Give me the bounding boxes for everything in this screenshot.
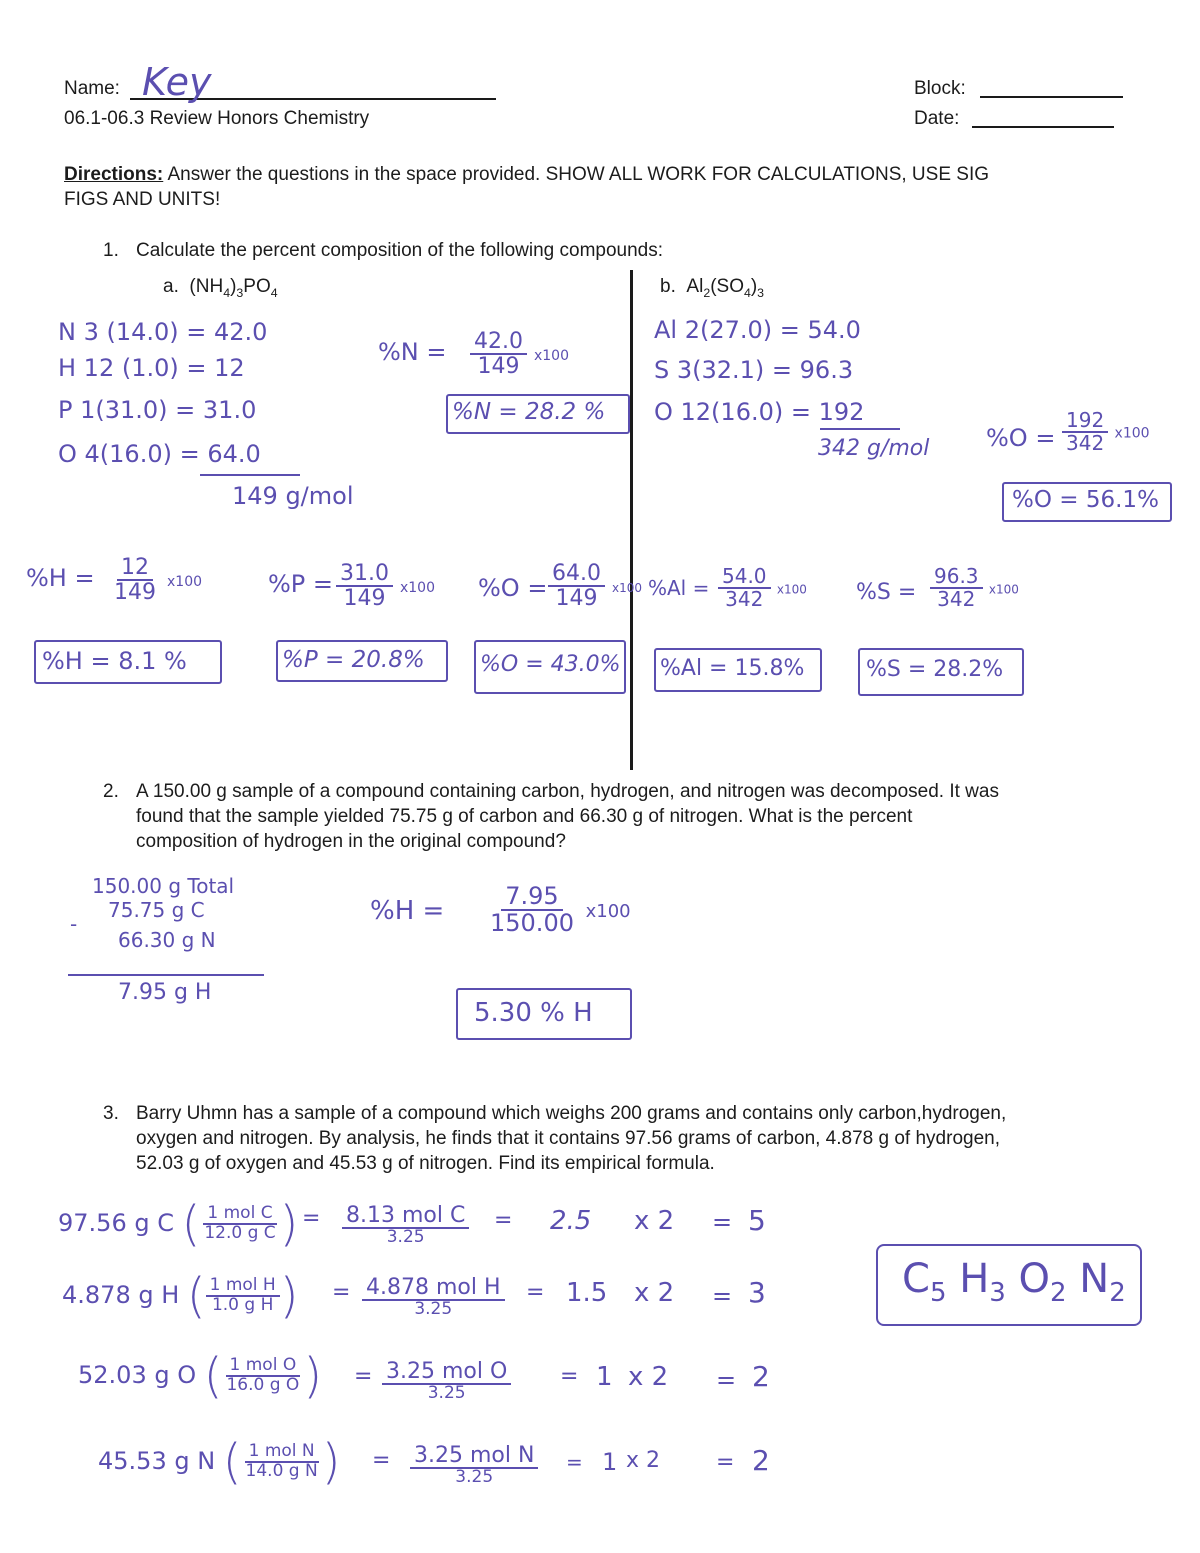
q1a-pn-num: 42.0 — [470, 330, 527, 355]
q2-text-3: composition of hydrogen in the original compound? — [136, 831, 566, 852]
q1b-po-x: x100 — [1114, 425, 1150, 442]
q3-nitrogen-eq2: = — [566, 1450, 583, 1474]
q3-answer-c-sub: 5 — [929, 1278, 947, 1308]
q3-oxygen-eq: = — [354, 1364, 373, 1389]
date-label: Date: — [914, 108, 960, 129]
q2-number: 2. — [103, 781, 119, 802]
q1a-po-answer: %O = 43.0% — [480, 652, 621, 677]
q1b-pal-answer: %Al = 15.8% — [660, 656, 805, 681]
q3-hydrogen-eq: = — [332, 1280, 351, 1305]
q1b-ps-lhs: %S = — [856, 580, 917, 605]
q3-nitrogen-div: 3.25 — [455, 1467, 494, 1488]
q1b-ps-frac — [930, 566, 1019, 610]
q1b-po-den: 342 — [1066, 431, 1105, 455]
q1a-work-o: O 4(16.0) = 64.0 — [58, 440, 261, 468]
q3-text-2: oxygen and nitrogen. By analysis, he finds that it contains 97.56 grams of carbon, 4.878 g of hydrogen, — [136, 1128, 1000, 1149]
q1a-work-n: N 3 (14.0) = 42.0 — [58, 318, 268, 346]
q1-number: 1. — [103, 240, 119, 261]
course-title: 06.1-06.3 Review Honors Chemistry — [64, 108, 370, 129]
q3-nitrogen-eq3: = — [716, 1450, 735, 1475]
q3-carbon-mult: x 2 — [634, 1206, 675, 1236]
q1a-pp-num: 31.0 — [336, 562, 393, 587]
q3-carbon-mol-frac — [342, 1204, 469, 1247]
q1b-label: b. $Al_2(SO_4)_3$ — [660, 276, 765, 300]
q3-hydrogen-mult: x 2 — [634, 1278, 675, 1308]
q1a-ph-den: 149 — [114, 580, 156, 606]
q1a-pp-den: 149 — [343, 586, 386, 612]
q3-nitrogen-eq: = — [372, 1448, 391, 1473]
block-underline — [980, 96, 1123, 98]
q3-nitrogen-mol: 3.25 mol N — [410, 1444, 538, 1469]
q3-row-carbon: 97.56 g C ( $\frac{\text{1 mol C}}{\text{12.0 g C}}$ ) — [58, 1196, 299, 1252]
q1a-ph-answer: %H = 8.1 % — [42, 647, 187, 675]
q3-oxygen-whole: 2 — [752, 1360, 770, 1393]
q3-nitrogen-cf-den: 14.0 g N — [245, 1461, 318, 1481]
q2-work-carbon: 75.75 g C — [108, 898, 205, 922]
q2-text-1: A 150.00 g sample of a compound containing carbon, hydrogen, and nitrogen was decomposed. It was — [136, 781, 999, 802]
q1b-ps-num: 96.3 — [930, 566, 983, 589]
q3-row-hydrogen: 4.878 g H ( $\frac{\text{1 mol H}}{\text{1.0 g H}}$ ) — [62, 1268, 299, 1324]
q3-carbon-cf-num: 1 mol C — [203, 1205, 276, 1225]
q3-answer-c: C — [902, 1256, 930, 1302]
q1a-pp-frac — [336, 562, 435, 610]
q3-carbon-eq: = — [302, 1206, 321, 1231]
q1a-pp-answer: %P = 20.8% — [282, 647, 425, 673]
q1a-po-x: x100 — [611, 581, 642, 596]
q3-carbon-div: 3.25 — [386, 1227, 425, 1248]
q1a-sum-line — [200, 474, 300, 476]
q1a-po-frac — [548, 562, 642, 610]
q2-ph-lhs: %H = — [370, 896, 445, 926]
q3-nitrogen-mult: x 2 — [626, 1448, 661, 1473]
q2-text-2: found that the sample yielded 75.75 g of carbon and 66.30 g of nitrogen. What is the percent — [136, 806, 913, 827]
q1a-pn-answer: %N = 28.2 % — [452, 399, 606, 425]
q3-answer-h: H — [959, 1256, 990, 1302]
q2-work-total: 150.00 g Total — [92, 874, 235, 898]
q1b-po-answer: %O = 56.1% — [1012, 487, 1159, 513]
date-underline — [972, 126, 1114, 128]
q1b-pal-den: 342 — [725, 587, 764, 611]
q3-hydrogen-mol: 4.878 mol H — [362, 1276, 505, 1301]
q3-row-oxygen: 52.03 g O ( $\frac{\text{1 mol O}}{\text{16.0 g O}}$ ) — [78, 1348, 323, 1404]
q3-answer-formula — [902, 1256, 1126, 1308]
q1a-letter: a. — [163, 276, 179, 297]
q3-oxygen-ratio: 1 — [596, 1362, 613, 1392]
q1a-po-num: 64.0 — [548, 562, 605, 587]
q1b-pal-x: x100 — [776, 582, 807, 597]
q3-oxygen-cf-num: 1 mol O — [226, 1357, 301, 1377]
q3-answer-n-sub: 2 — [1109, 1278, 1126, 1308]
q1b-pal-num: 54.0 — [718, 566, 771, 589]
q2-minus: - — [70, 912, 78, 936]
directions-text-2: FIGS AND UNITS! — [64, 189, 221, 210]
q2-ph-den: 150.00 — [490, 909, 574, 938]
q3-oxygen-mult: x 2 — [628, 1362, 669, 1392]
q3-answer-n: N — [1079, 1256, 1110, 1302]
q1a-po-lhs: %O = — [478, 574, 548, 602]
q3-hydrogen-eq2: = — [526, 1280, 545, 1305]
q1b-ps-x: x100 — [988, 582, 1019, 597]
q2-sum-line — [68, 974, 264, 976]
q3-carbon-eq2: = — [494, 1208, 513, 1233]
q2-answer: 5.30 % H — [474, 998, 593, 1028]
q1a-pn-den: 149 — [477, 354, 520, 380]
q3-hydrogen-eq3: = — [712, 1282, 733, 1310]
q1b-ps-den: 342 — [937, 587, 976, 611]
q1a-pp-x: x100 — [399, 580, 435, 597]
q3-answer-o-sub: 2 — [1050, 1278, 1067, 1308]
q1b-total: 342 g/mol — [818, 436, 930, 461]
q3-nitrogen-cf-num: 1 mol N — [245, 1443, 319, 1463]
block-label: Block: — [914, 78, 966, 99]
q3-oxygen-div: 3.25 — [427, 1383, 466, 1404]
q3-nitrogen-ratio: 1 — [602, 1448, 618, 1476]
q2-ph-x: x100 — [585, 901, 631, 923]
name-label: Name: — [64, 78, 120, 99]
q1a-ph-frac — [110, 556, 202, 604]
q1a-ph-x: x100 — [167, 574, 203, 591]
q1-prompt: Calculate the percent composition of the following compounds: — [136, 240, 664, 261]
directions-text-1: Answer the questions in the space provided. SHOW ALL WORK FOR CALCULATIONS, USE SIG — [163, 164, 990, 185]
q3-oxygen-mol: 3.25 mol O — [382, 1360, 511, 1385]
q2-ph-num: 7.95 — [501, 884, 562, 911]
q3-carbon-mass: 97.56 g C — [58, 1209, 174, 1237]
q3-carbon-cf-den: 12.0 g C — [204, 1223, 276, 1243]
q1a-label: a. $(NH_4)_3PO_4$ — [163, 276, 278, 300]
q1a-work-h: H 12 (1.0) = 12 — [58, 354, 245, 382]
q3-hydrogen-ratio: 1.5 — [566, 1278, 608, 1308]
q3-hydrogen-whole: 3 — [748, 1276, 766, 1309]
directions-label: Directions: — [64, 164, 164, 185]
q1a-work-p: P 1(31.0) = 31.0 — [58, 396, 257, 424]
q2-ph-frac — [486, 884, 631, 936]
q1a-ph-num: 12 — [117, 556, 153, 581]
q3-hydrogen-mass: 4.878 g H — [62, 1281, 180, 1309]
name-value: Key — [142, 60, 212, 104]
q3-answer-o: O — [1018, 1256, 1051, 1302]
q3-hydrogen-cf-den: 1.0 g H — [211, 1295, 274, 1315]
q3-oxygen-mol-frac — [382, 1360, 511, 1403]
q3-hydrogen-cf-num: 1 mol H — [206, 1277, 280, 1297]
q1a-pn-lhs: %N = — [378, 338, 447, 366]
q3-carbon-ratio: 2.5 — [550, 1206, 592, 1236]
q1a-pp-lhs: %P = — [268, 570, 334, 598]
q2-result: 7.95 g H — [118, 980, 212, 1005]
q1b-work-o: O 12(16.0) = 192 — [654, 398, 865, 426]
directions — [64, 164, 989, 186]
q3-hydrogen-mol-frac — [362, 1276, 505, 1319]
q1a-po-den: 149 — [555, 586, 598, 612]
q1b-work-al: Al 2(27.0) = 54.0 — [654, 316, 861, 344]
q1b-po-lhs: %O = — [986, 424, 1056, 452]
q2-work-nitrogen: 66.30 g N — [118, 928, 216, 952]
q3-answer-h-sub: 3 — [989, 1278, 1006, 1308]
q3-oxygen-eq2: = — [560, 1364, 579, 1389]
q3-carbon-eq3: = — [712, 1208, 733, 1236]
q3-nitrogen-mol-frac — [410, 1444, 538, 1487]
q3-carbon-whole: 5 — [748, 1204, 766, 1237]
q3-nitrogen-whole: 2 — [752, 1444, 770, 1477]
q1b-ps-answer: %S = 28.2% — [866, 657, 1004, 682]
q3-text-1: Barry Uhmn has a sample of a compound which weighs 200 grams and contains only carbon,hydrogen, — [136, 1103, 1007, 1124]
q1a-pn-x: x100 — [533, 348, 569, 365]
q1b-po-frac — [1062, 410, 1150, 454]
q1b-pal-lhs: %Al = — [648, 576, 710, 600]
q3-oxygen-eq3: = — [716, 1366, 737, 1394]
q3-oxygen-mass: 52.03 g O — [78, 1361, 197, 1389]
q1b-sum-line — [820, 428, 900, 430]
q3-text-3: 52.03 g of oxygen and 45.53 g of nitrogen. Find its empirical formula. — [136, 1153, 715, 1174]
q1b-pal-frac — [718, 566, 807, 610]
q1b-letter: b. — [660, 276, 676, 297]
q1b-work-s: S 3(32.1) = 96.3 — [654, 356, 854, 384]
q3-oxygen-cf-den: 16.0 g O — [226, 1375, 300, 1395]
q3-number: 3. — [103, 1103, 119, 1124]
q1b-po-num: 192 — [1062, 410, 1108, 433]
q3-nitrogen-mass: 45.53 g N — [98, 1447, 216, 1475]
q1a-total: 149 g/mol — [232, 482, 354, 510]
q3-row-nitrogen: 45.53 g N ( $\frac{\text{1 mol N}}{\text{14.0 g N}}$ ) — [98, 1434, 341, 1490]
q1a-ph-lhs: %H = — [26, 564, 95, 592]
q3-carbon-mol: 8.13 mol C — [342, 1204, 469, 1229]
column-divider — [630, 270, 633, 770]
q3-hydrogen-div: 3.25 — [414, 1299, 453, 1320]
q1a-pn-frac — [470, 330, 569, 378]
